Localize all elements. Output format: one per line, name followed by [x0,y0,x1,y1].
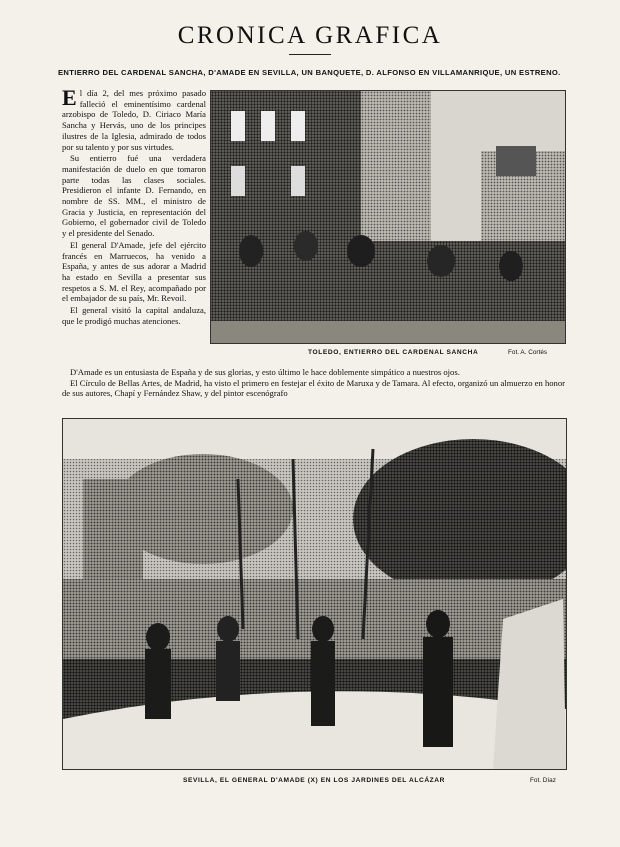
article-paragraph: El Círculo de Bellas Artes, de Madrid, ha visto el primero en festejar el éxito de Maruxa y de Tamara. Al efecto, organizó un almuerzo en honor de sus autores, Chapí y Fernández Shaw, y del pintor escenógrafo [62,377,565,398]
article-paragraph: El general D'Amade, jefe del ejército francés en Marruecos, ha venido a España, y antes de sus adorar a Madrid ha estado en Sevilla a presentar sus respetos a S. M. el Rey, acompañado por el embajador de su país, Mr. Revoil. [62,239,206,304]
title-divider [289,54,331,55]
full-width-text [62,367,565,399]
article-paragraph: El general visitó la capital andaluza, que le prodigó muchas atenciones. [62,305,206,326]
article-paragraph: Su entierro fué una verdadera manifestación de duelo en que tomaron parte todas las clases sociales. Presidieron el infante D. Fernando, en nombre de SS. MM., el ministro de Gracia y Justicia, en representación del Gobierno, el gobernador civil de Toledo y el presidente del Senado. [62,153,206,239]
article-paragraph: D'Amade es un entusiasta de España y de sus glorias, y esto último le hace doblemente simpático a nuestros ojos. [70,367,460,377]
photo-credit: Fot. Díaz [530,777,556,784]
photo-caption: SEVILLA, EL GENERAL D'AMADE (X) EN LOS JARDINES DEL ALCÁZAR [183,777,446,784]
page-title: CRONICA GRAFICA [177,22,443,49]
section-headline: ENTIERRO DEL CARDENAL SANCHA, D'AMADE EN SEVILLA, UN BANQUETE, D. ALFONSO EN VILLAMANRIQUE, UN ESTRENO. [58,68,561,77]
photo-credit: Fot. A. Cortés [508,349,548,356]
drop-cap: E [62,85,77,110]
article-column [62,85,206,327]
article-paragraph: El día 2, del mes próximo pasado falleció el eminentísimo cardenal arzobispo de Toledo, D. Ciriaco María Sancha y Hervás, uno de los principes ilustres de la Iglesia, admirado de todos por su talento y por sus virtudes. [62,85,206,152]
photo-toledo-funeral [210,90,566,344]
photo-seville-gardens [62,418,567,770]
photo-caption: TOLEDO, ENTIERRO DEL CARDENAL SANCHA [308,349,479,356]
